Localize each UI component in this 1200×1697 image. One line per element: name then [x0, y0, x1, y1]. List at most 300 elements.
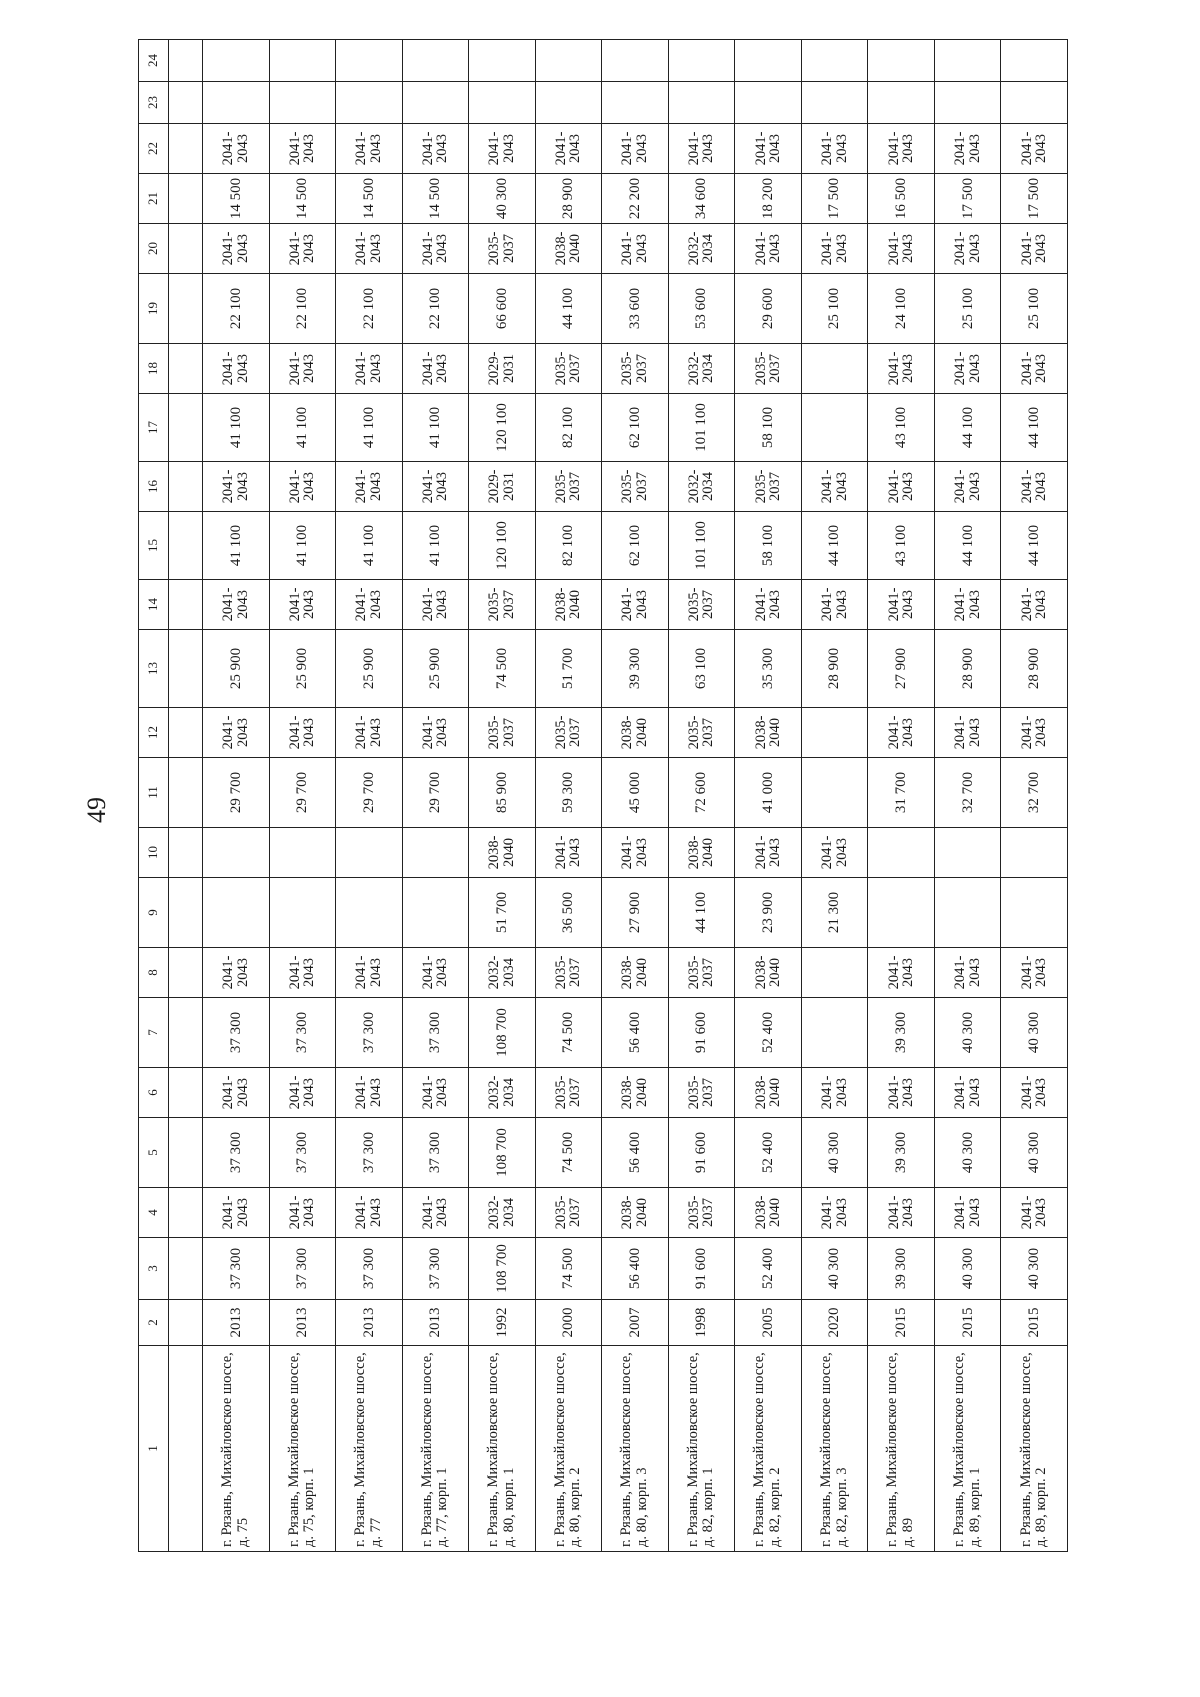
table-row: [1001, 40, 1068, 1552]
address-cell: г. Рязань, Михайловское шоссе, д. 82, корп. 2: [735, 1346, 802, 1552]
repair-period-cell: 2038-2040: [602, 1188, 669, 1238]
cost-cell: 52 400: [735, 1118, 802, 1188]
cost-cell: 41 100: [269, 512, 336, 580]
cost-cell: 40 300: [1001, 1118, 1068, 1188]
repair-period-cell: 2029-2031: [469, 462, 536, 512]
column-number-cell: 7: [139, 998, 169, 1068]
repair-period-cell: 2041-2043: [269, 948, 336, 998]
blank-cell: [169, 1300, 203, 1346]
cost-cell: [801, 708, 868, 758]
repair-period-cell: 2041-2043: [801, 224, 868, 274]
cost-cell: [735, 40, 802, 82]
repair-period-cell: 2041-2043: [868, 708, 935, 758]
cost-cell: 41 100: [203, 512, 270, 580]
cost-cell: 16 500: [868, 174, 935, 224]
cost-cell: [402, 40, 469, 82]
repair-period-cell: 2041-2043: [602, 124, 669, 174]
cost-cell: 22 100: [203, 274, 270, 344]
cost-cell: 58 100: [735, 394, 802, 462]
column-number-cell: 6: [139, 1068, 169, 1118]
repair-period-cell: 2041-2043: [1001, 580, 1068, 630]
repair-period-cell: 2041-2043: [934, 1188, 1001, 1238]
repair-period-cell: 2032-2034: [668, 224, 735, 274]
cost-cell: 41 100: [402, 512, 469, 580]
repair-period-cell: 2041-2043: [469, 124, 536, 174]
repair-period-cell: 2035-2037: [668, 1188, 735, 1238]
repair-period-cell: 2041-2043: [336, 124, 403, 174]
column-number-cell: 20: [139, 224, 169, 274]
cost-cell: 44 100: [1001, 394, 1068, 462]
cost-cell: 28 900: [934, 630, 1001, 708]
cost-cell: [801, 998, 868, 1068]
column-number-cell: 4: [139, 1188, 169, 1238]
blank-cell: [169, 1118, 203, 1188]
cost-cell: 36 500: [535, 878, 602, 948]
cost-cell: 66 600: [469, 274, 536, 344]
cost-cell: 56 400: [602, 1238, 669, 1300]
cost-cell: 43 100: [868, 512, 935, 580]
repair-period-cell: 2035-2037: [668, 1068, 735, 1118]
column-number-cell: 24: [139, 40, 169, 82]
repair-period-cell: 2038-2040: [602, 1068, 669, 1118]
repair-period-cell: 2041-2043: [336, 1188, 403, 1238]
blank-cell: [169, 512, 203, 580]
repair-period-cell: 2041-2043: [934, 462, 1001, 512]
cost-cell: 45 000: [602, 758, 669, 828]
blank-cell: [169, 1238, 203, 1300]
cost-cell: 41 100: [203, 394, 270, 462]
repair-period-cell: 2035-2037: [469, 580, 536, 630]
cost-cell: 40 300: [801, 1238, 868, 1300]
cost-cell: 27 900: [868, 630, 935, 708]
blank-cell: [169, 124, 203, 174]
table-body: [139, 40, 1068, 1552]
repair-period-cell: 2038-2040: [735, 1188, 802, 1238]
cost-cell: [668, 40, 735, 82]
cost-cell: 108 700: [469, 1238, 536, 1300]
repair-period-cell: 2041-2043: [402, 462, 469, 512]
cost-cell: 27 900: [602, 878, 669, 948]
cost-cell: 37 300: [269, 1118, 336, 1188]
repair-period-cell: 2041-2043: [203, 948, 270, 998]
column-number-cell: 15: [139, 512, 169, 580]
cost-cell: 41 100: [336, 394, 403, 462]
cost-cell: 40 300: [469, 174, 536, 224]
cost-cell: 74 500: [535, 1238, 602, 1300]
cost-cell: 40 300: [1001, 998, 1068, 1068]
repair-period-cell: 2041-2043: [735, 828, 802, 878]
year-built-cell: 2007: [602, 1300, 669, 1346]
cost-cell: [868, 40, 935, 82]
capital-repair-schedule-table: [138, 39, 1068, 1552]
repair-period-cell: 2041-2043: [203, 708, 270, 758]
repair-period-cell: 2041-2043: [868, 462, 935, 512]
repair-period-cell: 2041-2043: [269, 708, 336, 758]
cost-cell: 59 300: [535, 758, 602, 828]
blank-cell: [169, 274, 203, 344]
blank-cell: [169, 878, 203, 948]
cost-cell: 43 100: [868, 394, 935, 462]
cost-cell: 101 100: [668, 512, 735, 580]
cost-cell: [801, 40, 868, 82]
cost-cell: 22 100: [402, 274, 469, 344]
address-cell: г. Рязань, Михайловское шоссе, д. 80, корп. 1: [469, 1346, 536, 1552]
cost-cell: 14 500: [336, 174, 403, 224]
cost-cell: 29 700: [336, 758, 403, 828]
cost-cell: 120 100: [469, 394, 536, 462]
cost-cell: [469, 40, 536, 82]
repair-period-cell: 2035-2037: [535, 1068, 602, 1118]
repair-period-cell: 2041-2043: [269, 580, 336, 630]
cost-cell: 91 600: [668, 998, 735, 1068]
year-built-cell: 1998: [668, 1300, 735, 1346]
cost-cell: 29 600: [735, 274, 802, 344]
cost-cell: 37 300: [336, 1118, 403, 1188]
repair-period-cell: 2041-2043: [801, 1068, 868, 1118]
repair-period-cell: 2041-2043: [203, 224, 270, 274]
blank-cell: [169, 174, 203, 224]
cost-cell: [602, 40, 669, 82]
table-row: [735, 40, 802, 1552]
column-number-cell: 23: [139, 82, 169, 124]
address-cell: г. Рязань, Михайловское шоссе, д. 82, корп. 1: [668, 1346, 735, 1552]
blank-cell: [169, 394, 203, 462]
cost-cell: 37 300: [269, 998, 336, 1068]
table-row: [402, 40, 469, 1552]
blank-cell: [169, 224, 203, 274]
repair-period-cell: 2041-2043: [801, 580, 868, 630]
cost-cell: 91 600: [668, 1118, 735, 1188]
cost-cell: 58 100: [735, 512, 802, 580]
repair-period-cell: 2041-2043: [269, 124, 336, 174]
repair-period-cell: 2041-2043: [402, 580, 469, 630]
blank-cell: [169, 580, 203, 630]
cost-cell: 33 600: [602, 274, 669, 344]
repair-period-cell: 2041-2043: [1001, 948, 1068, 998]
blank-cell: [169, 1188, 203, 1238]
repair-period-cell: 2041-2043: [1001, 124, 1068, 174]
cost-cell: 22 100: [269, 274, 336, 344]
repair-period-cell: 2041-2043: [203, 1188, 270, 1238]
cost-cell: [203, 878, 270, 948]
address-cell: г. Рязань, Михайловское шоссе, д. 75: [203, 1346, 270, 1552]
cost-cell: 51 700: [535, 630, 602, 708]
repair-period-cell: 2041-2043: [336, 462, 403, 512]
address-cell: г. Рязань, Михайловское шоссе, д. 82, корп. 3: [801, 1346, 868, 1552]
cost-cell: [1001, 82, 1068, 124]
table-row: [668, 40, 735, 1552]
cost-cell: 39 300: [868, 1238, 935, 1300]
repair-period-cell: 2041-2043: [934, 124, 1001, 174]
repair-period-cell: 2041-2043: [801, 828, 868, 878]
cost-cell: 44 100: [535, 274, 602, 344]
cost-cell: [203, 82, 270, 124]
repair-period-cell: 2032-2034: [469, 948, 536, 998]
year-built-cell: 2013: [203, 1300, 270, 1346]
blank-cell: [169, 828, 203, 878]
repair-period-cell: 2038-2040: [535, 224, 602, 274]
repair-period-cell: 2032-2034: [668, 344, 735, 394]
repair-period-cell: 2041-2043: [402, 344, 469, 394]
cost-cell: 17 500: [1001, 174, 1068, 224]
page-number: 49: [82, 797, 111, 823]
cost-cell: 74 500: [535, 998, 602, 1068]
address-cell: г. Рязань, Михайловское шоссе, д. 75, корп. 1: [269, 1346, 336, 1552]
repair-period-cell: 2035-2037: [535, 462, 602, 512]
cost-cell: 28 900: [801, 630, 868, 708]
cost-cell: 25 100: [801, 274, 868, 344]
repair-period-cell: 2041-2043: [668, 124, 735, 174]
repair-period-cell: 2041-2043: [934, 580, 1001, 630]
repair-period-cell: 2035-2037: [535, 1188, 602, 1238]
column-number-cell: 21: [139, 174, 169, 224]
cost-cell: [668, 82, 735, 124]
repair-period-cell: 2041-2043: [402, 224, 469, 274]
cost-cell: 40 300: [934, 1118, 1001, 1188]
cost-cell: [336, 828, 403, 878]
column-number-cell: 12: [139, 708, 169, 758]
year-built-cell: 1992: [469, 1300, 536, 1346]
repair-period-cell: 2041-2043: [1001, 1068, 1068, 1118]
repair-period-cell: 2041-2043: [868, 1188, 935, 1238]
repair-period-cell: 2041-2043: [602, 828, 669, 878]
cost-cell: [735, 82, 802, 124]
cost-cell: 29 700: [203, 758, 270, 828]
repair-period-cell: 2041-2043: [203, 580, 270, 630]
repair-period-cell: 2041-2043: [269, 1068, 336, 1118]
cost-cell: [1001, 40, 1068, 82]
year-built-cell: 2013: [402, 1300, 469, 1346]
cost-cell: [269, 82, 336, 124]
cost-cell: 25 900: [336, 630, 403, 708]
repair-period-cell: 2041-2043: [934, 708, 1001, 758]
repair-period-cell: 2035-2037: [735, 344, 802, 394]
repair-period-cell: 2041-2043: [934, 224, 1001, 274]
cost-cell: 44 100: [934, 512, 1001, 580]
cost-cell: 63 100: [668, 630, 735, 708]
column-number-cell: 17: [139, 394, 169, 462]
repair-period-cell: 2041-2043: [336, 224, 403, 274]
repair-period-cell: 2041-2043: [336, 948, 403, 998]
cost-cell: 17 500: [934, 174, 1001, 224]
blank-cell: [169, 344, 203, 394]
cost-cell: 37 300: [402, 1238, 469, 1300]
cost-cell: [868, 878, 935, 948]
repair-period-cell: 2041-2043: [735, 224, 802, 274]
cost-cell: 91 600: [668, 1238, 735, 1300]
cost-cell: [801, 394, 868, 462]
repair-period-cell: 2035-2037: [668, 708, 735, 758]
repair-period-cell: 2035-2037: [535, 344, 602, 394]
cost-cell: 37 300: [203, 998, 270, 1068]
blank-cell: [169, 462, 203, 512]
cost-cell: [801, 344, 868, 394]
year-built-cell: 2015: [934, 1300, 1001, 1346]
repair-period-cell: 2041-2043: [269, 224, 336, 274]
repair-period-cell: 2041-2043: [203, 1068, 270, 1118]
cost-cell: 39 300: [602, 630, 669, 708]
repair-period-cell: 2035-2037: [668, 580, 735, 630]
cost-cell: 108 700: [469, 1118, 536, 1188]
cost-cell: 40 300: [934, 998, 1001, 1068]
table-row: [203, 40, 270, 1552]
column-number-cell: 19: [139, 274, 169, 344]
year-built-cell: 2013: [336, 1300, 403, 1346]
table-row: [934, 40, 1001, 1552]
repair-period-cell: 2041-2043: [735, 124, 802, 174]
cost-cell: 24 100: [868, 274, 935, 344]
repair-period-cell: 2035-2037: [535, 708, 602, 758]
cost-cell: 41 100: [336, 512, 403, 580]
blank-cell: [169, 1068, 203, 1118]
cost-cell: 37 300: [203, 1118, 270, 1188]
cost-cell: [203, 40, 270, 82]
repair-period-cell: 2041-2043: [336, 708, 403, 758]
repair-period-cell: 2041-2043: [934, 1068, 1001, 1118]
repair-period-cell: 2041-2043: [535, 828, 602, 878]
column-number-cell: 3: [139, 1238, 169, 1300]
cost-cell: [269, 40, 336, 82]
cost-cell: [269, 828, 336, 878]
repair-period-cell: 2032-2034: [668, 462, 735, 512]
cost-cell: 82 100: [535, 394, 602, 462]
cost-cell: 74 500: [535, 1118, 602, 1188]
cost-cell: 40 300: [934, 1238, 1001, 1300]
year-built-cell: 2020: [801, 1300, 868, 1346]
cost-cell: [801, 758, 868, 828]
cost-cell: 101 100: [668, 394, 735, 462]
cost-cell: 72 600: [668, 758, 735, 828]
repair-period-cell: 2041-2043: [402, 948, 469, 998]
repair-period-cell: 2038-2040: [469, 828, 536, 878]
cost-cell: 18 200: [735, 174, 802, 224]
blank-cell: [169, 708, 203, 758]
blank-cell: [169, 630, 203, 708]
repair-period-cell: 2035-2037: [602, 344, 669, 394]
cost-cell: 62 100: [602, 394, 669, 462]
cost-cell: [336, 82, 403, 124]
cost-cell: 32 700: [934, 758, 1001, 828]
column-number-cell: 5: [139, 1118, 169, 1188]
cost-cell: 21 300: [801, 878, 868, 948]
cost-cell: 29 700: [402, 758, 469, 828]
repair-period-cell: 2038-2040: [602, 708, 669, 758]
cost-cell: [1001, 828, 1068, 878]
repair-period-cell: 2041-2043: [602, 580, 669, 630]
cost-cell: 37 300: [402, 998, 469, 1068]
cost-cell: 74 500: [469, 630, 536, 708]
cost-cell: [934, 40, 1001, 82]
repair-period-cell: 2041-2043: [868, 124, 935, 174]
repair-period-cell: 2041-2043: [1001, 462, 1068, 512]
repair-period-cell: 2038-2040: [735, 708, 802, 758]
cost-cell: 39 300: [868, 998, 935, 1068]
cost-cell: 37 300: [203, 1238, 270, 1300]
cost-cell: 17 500: [801, 174, 868, 224]
cost-cell: 37 300: [336, 1238, 403, 1300]
repair-period-cell: 2029-2031: [469, 344, 536, 394]
column-number-cell: 22: [139, 124, 169, 174]
column-number-row: [139, 40, 169, 1552]
column-number-cell: 16: [139, 462, 169, 512]
table-row: [602, 40, 669, 1552]
repair-period-cell: 2041-2043: [934, 344, 1001, 394]
repair-period-cell: 2041-2043: [402, 708, 469, 758]
repair-period-cell: 2041-2043: [868, 344, 935, 394]
cost-cell: 32 700: [1001, 758, 1068, 828]
year-built-cell: 2000: [535, 1300, 602, 1346]
column-number-cell: 13: [139, 630, 169, 708]
cost-cell: 37 300: [402, 1118, 469, 1188]
repair-period-cell: 2038-2040: [735, 948, 802, 998]
repair-period-cell: 2038-2040: [668, 828, 735, 878]
blank-cell: [169, 40, 203, 82]
blank-cell: [169, 998, 203, 1068]
repair-period-cell: 2032-2034: [469, 1188, 536, 1238]
cost-cell: 41 100: [402, 394, 469, 462]
cost-cell: 44 100: [801, 512, 868, 580]
repair-period-cell: 2041-2043: [402, 1068, 469, 1118]
cost-cell: 53 600: [668, 274, 735, 344]
year-built-cell: 2015: [1001, 1300, 1068, 1346]
repair-period-cell: 2041-2043: [203, 462, 270, 512]
repair-period-cell: 2035-2037: [602, 462, 669, 512]
repair-period-cell: 2041-2043: [735, 580, 802, 630]
cost-cell: 44 100: [668, 878, 735, 948]
table-row: [535, 40, 602, 1552]
repair-period-cell: 2041-2043: [934, 948, 1001, 998]
cost-cell: 25 100: [934, 274, 1001, 344]
cost-cell: 120 100: [469, 512, 536, 580]
cost-cell: 22 200: [602, 174, 669, 224]
blank-cell: [169, 82, 203, 124]
cost-cell: [469, 82, 536, 124]
cost-cell: 29 700: [269, 758, 336, 828]
blank-cell: [169, 1346, 203, 1552]
cost-cell: 28 900: [1001, 630, 1068, 708]
cost-cell: [868, 82, 935, 124]
cost-cell: 40 300: [1001, 1238, 1068, 1300]
cost-cell: [934, 878, 1001, 948]
cost-cell: 52 400: [735, 1238, 802, 1300]
cost-cell: 85 900: [469, 758, 536, 828]
cost-cell: 28 900: [535, 174, 602, 224]
column-number-cell: 2: [139, 1300, 169, 1346]
address-cell: г. Рязань, Михайловское шоссе, д. 89, корп. 1: [934, 1346, 1001, 1552]
repair-period-cell: 2041-2043: [1001, 344, 1068, 394]
blank-row: [169, 40, 203, 1552]
year-built-cell: 2005: [735, 1300, 802, 1346]
repair-period-cell: 2041-2043: [203, 344, 270, 394]
cost-cell: [868, 828, 935, 878]
repair-period-cell: 2041-2043: [336, 1068, 403, 1118]
repair-period-cell: 2041-2043: [269, 462, 336, 512]
cost-cell: [934, 82, 1001, 124]
cost-cell: 40 300: [801, 1118, 868, 1188]
repair-period-cell: 2032-2034: [469, 1068, 536, 1118]
repair-period-cell: 2041-2043: [868, 948, 935, 998]
repair-period-cell: 2041-2043: [1001, 224, 1068, 274]
cost-cell: 108 700: [469, 998, 536, 1068]
repair-period-cell: 2041-2043: [868, 580, 935, 630]
repair-period-cell: 2041-2043: [203, 124, 270, 174]
year-built-cell: 2013: [269, 1300, 336, 1346]
column-number-cell: 11: [139, 758, 169, 828]
repair-period-cell: 2041-2043: [801, 124, 868, 174]
cost-cell: 44 100: [934, 394, 1001, 462]
cost-cell: [934, 828, 1001, 878]
cost-cell: 34 600: [668, 174, 735, 224]
